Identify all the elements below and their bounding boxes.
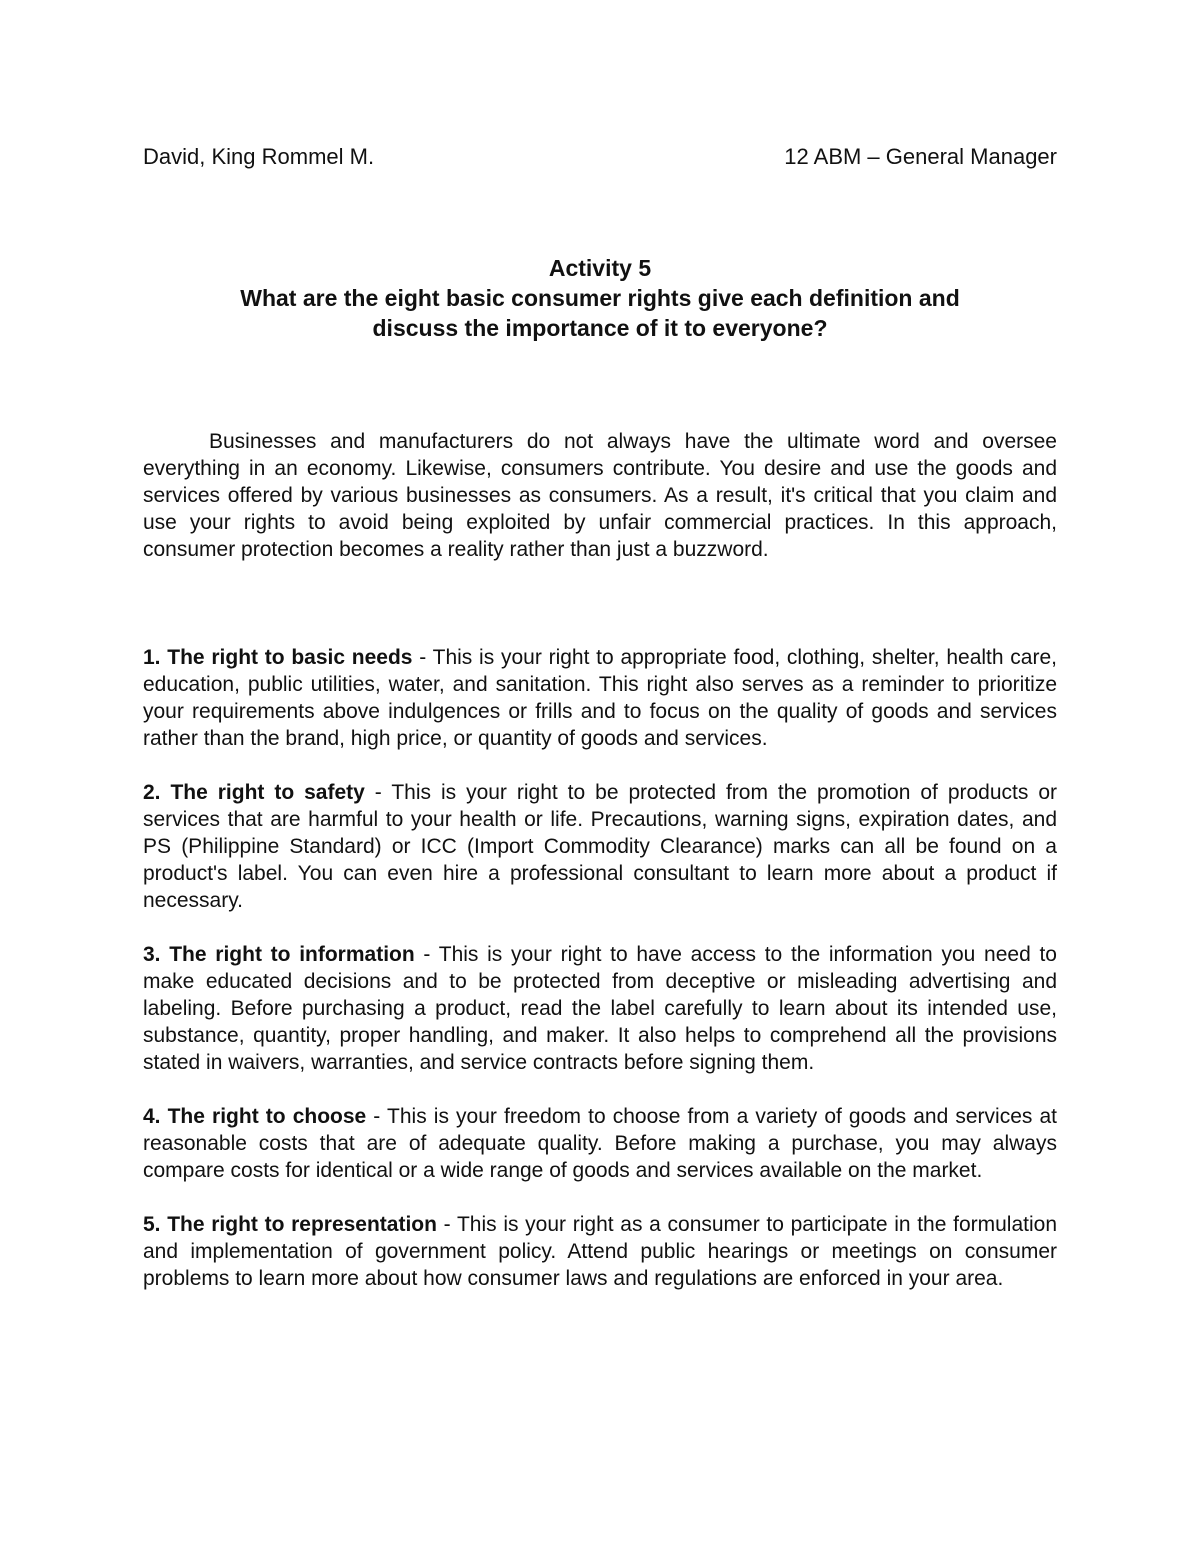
right-term: 5. The right to representation: [143, 1213, 437, 1236]
right-term: 2. The right to safety: [143, 781, 365, 804]
right-definition: - This is your right to have access to the information you need to make educated decisions and to be protected from deceptive or misleading advertising and labeling. Before purchasing a product, read the label carefully to learn about its intended use, substance, quantity, proper handling, and maker. It also helps to comprehend all the provisions stated in waivers, warranties, and service contracts before signing them.: [143, 943, 1057, 1074]
document-page: [143, 0, 1057, 1553]
right-item-basic-needs: [143, 644, 1057, 752]
student-name: David, King Rommel M.: [143, 144, 375, 169]
title-block: [143, 253, 1057, 343]
rights-list: [143, 644, 1057, 1319]
right-definition: - This is your right as a consumer to participate in the formulation and implementation of government policy. Attend public hearings or meetings on consumer problems to learn more about how consumer laws and regulations are enforced in your area.: [143, 1213, 1057, 1290]
right-definition: - This is your freedom to choose from a variety of goods and services at reasonable costs that are of adequate quality. Before making a purchase, you may always compare costs for identical or a wide range of goods and services available on the market.: [143, 1105, 1057, 1182]
right-item-information: [143, 941, 1057, 1076]
header-row: [143, 143, 1057, 171]
intro-paragraph: Businesses and manufacturers do not always have the ultimate word and oversee everything in an economy. Likewise, consumers contribute. You desire and use the goods and services offered by various businesses as consumers. As a result, it's critical that you claim and use your rights to avoid being exploited by unfair commercial practices. In this approach, consumer protection becomes a reality rather than just a buzzword.: [143, 430, 1057, 561]
class-section: 12 ABM – General Manager: [784, 144, 1057, 169]
activity-title: Activity 5: [548, 255, 652, 281]
right-item-safety: [143, 779, 1057, 914]
right-item-choose: [143, 1103, 1057, 1184]
right-item-representation: [143, 1211, 1057, 1292]
question-line-2: discuss the importance of it to everyone?: [372, 315, 828, 341]
right-term: 3. The right to information: [143, 943, 415, 966]
question-line-1: What are the eight basic consumer rights give each definition and: [240, 285, 960, 311]
right-definition: - This is your right to be protected from the promotion of products or services that are harmful to your health or life. Precautions, warning signs, expiration dates, and PS (Philippine Standard) or ICC (Import Commodity Clearance) marks can all be found on a product's label. You can even hire a professional consultant to learn more about a product if necessary.: [143, 781, 1057, 912]
right-definition: - This is your right to appropriate food, clothing, shelter, health care, education, public utilities, water, and sanitation. This right also serves as a reminder to prioritize your requirements above indulgences or frills and to focus on the quality of goods and services rather than the brand, high price, or quantity of goods and services.: [143, 646, 1057, 750]
right-term: 1. The right to basic needs: [143, 646, 413, 669]
right-term: 4. The right to choose: [143, 1105, 367, 1128]
